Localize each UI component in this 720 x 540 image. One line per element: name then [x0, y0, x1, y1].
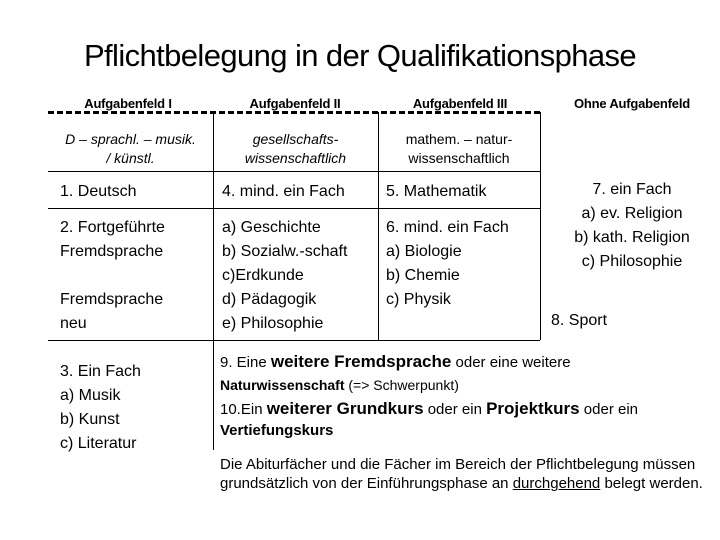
subheader-af1 — [48, 130, 213, 168]
list-af3-faecher — [386, 216, 509, 312]
grid-line-h2 — [48, 208, 540, 209]
cell-sport: 8. Sport — [551, 312, 608, 329]
subheader-af3-line2: wissenschaftlich — [408, 150, 510, 166]
grid-line-v4 — [213, 340, 214, 450]
text-rest: (=> Schwerpunkt) — [344, 377, 459, 393]
subheader-af2 — [213, 130, 378, 168]
list-af1-faecher — [60, 360, 141, 456]
list-item: b) Sozialw.-schaft — [222, 243, 348, 260]
item-10-vertiefungskurs: Vertiefungskurs — [220, 422, 334, 439]
list-item: a) Geschichte — [222, 219, 321, 236]
text-neu: neu — [60, 315, 87, 332]
text-bold: weitere Fremdsprache — [270, 352, 452, 371]
text-mid: oder ein — [423, 401, 487, 418]
text-prefix: 10.Ein — [220, 401, 267, 418]
cell-mathematik: 5. Mathematik — [386, 183, 487, 200]
header-dashed-divider — [48, 111, 540, 114]
header-aufgabenfeld-1: Aufgabenfeld I — [84, 96, 172, 111]
subheader-af3 — [378, 130, 540, 168]
cell-deutsch: 1. Deutsch — [60, 183, 137, 200]
list-item: b) Chemie — [386, 267, 460, 284]
text-fremdsprache: Fremdsprache — [60, 243, 164, 260]
grid-line-v3 — [540, 112, 541, 340]
text-bold: Projektkurs — [486, 399, 580, 418]
list-item: b) Kunst — [60, 411, 120, 428]
text-bold: Naturwissenschaft — [220, 377, 345, 393]
text-suffix: oder eine weitere — [451, 354, 571, 371]
header-aufgabenfeld-3: Aufgabenfeld III — [412, 96, 508, 111]
page-title: Pflichtbelegung in der Qualifikationsphase — [83, 38, 637, 73]
list-title: 7. ein Fach — [592, 181, 672, 198]
list-item: a) Musik — [60, 387, 121, 404]
text-bold: weiterer Grundkurs — [266, 399, 424, 418]
list-item: e) Philosophie — [222, 315, 324, 332]
note-line-2 — [220, 475, 703, 492]
text-pre: grundsätzlich von der Einführungsphase an — [220, 475, 513, 492]
list-title: 6. mind. ein Fach — [386, 219, 509, 236]
text-underlined: durchgehend — [512, 475, 601, 492]
subheader-af1-line1: D – sprachl. – musik. — [65, 131, 196, 147]
list-item: b) kath. Religion — [574, 229, 690, 246]
cell-fremdsprachen — [60, 216, 165, 336]
item-9-naturwissenschaft — [220, 377, 459, 393]
item-10-kurs — [220, 399, 638, 419]
list-title: 3. Ein Fach — [60, 363, 141, 380]
list-item: a) Biologie — [386, 243, 462, 260]
list-af2-faecher — [222, 216, 347, 336]
subheader-af1-line2: / künstl. — [106, 150, 155, 166]
list-item: c) Literatur — [60, 435, 137, 452]
subheader-af2-line2: wissenschaftlich — [244, 150, 347, 166]
header-aufgabenfeld-2: Aufgabenfeld II — [249, 96, 341, 111]
list-item: c)Erdkunde — [222, 267, 304, 284]
grid-line-h3 — [48, 340, 540, 341]
header-ohne-aufgabenfeld: Ohne Aufgabenfeld — [573, 96, 690, 111]
list-item: a) ev. Religion — [581, 205, 683, 222]
text-post: belegt werden. — [600, 475, 703, 492]
text-fremdsprache-neu: Fremdsprache — [60, 291, 164, 308]
subheader-af2-line1: gesellschafts- — [252, 131, 339, 147]
list-item: d) Pädagogik — [222, 291, 317, 308]
list-item: c) Philosophie — [581, 253, 683, 270]
cell-af2-mind-ein-fach: 4. mind. ein Fach — [222, 183, 345, 200]
text-suffix: oder ein — [579, 401, 638, 418]
subheader-af3-line1: mathem. – natur- — [405, 131, 513, 147]
list-item: c) Physik — [386, 291, 451, 308]
text-fortgefuehrte: 2. Fortgeführte — [60, 219, 165, 236]
note-line-1: Die Abiturfächer und die Fächer im Bereich der Pflichtbelegung müssen — [220, 456, 696, 473]
list-ohne-aufgabenfeld — [548, 178, 716, 274]
text-prefix: 9. Eine — [220, 354, 271, 371]
grid-line-h1 — [48, 171, 540, 172]
item-9-fremdsprache — [220, 352, 571, 372]
